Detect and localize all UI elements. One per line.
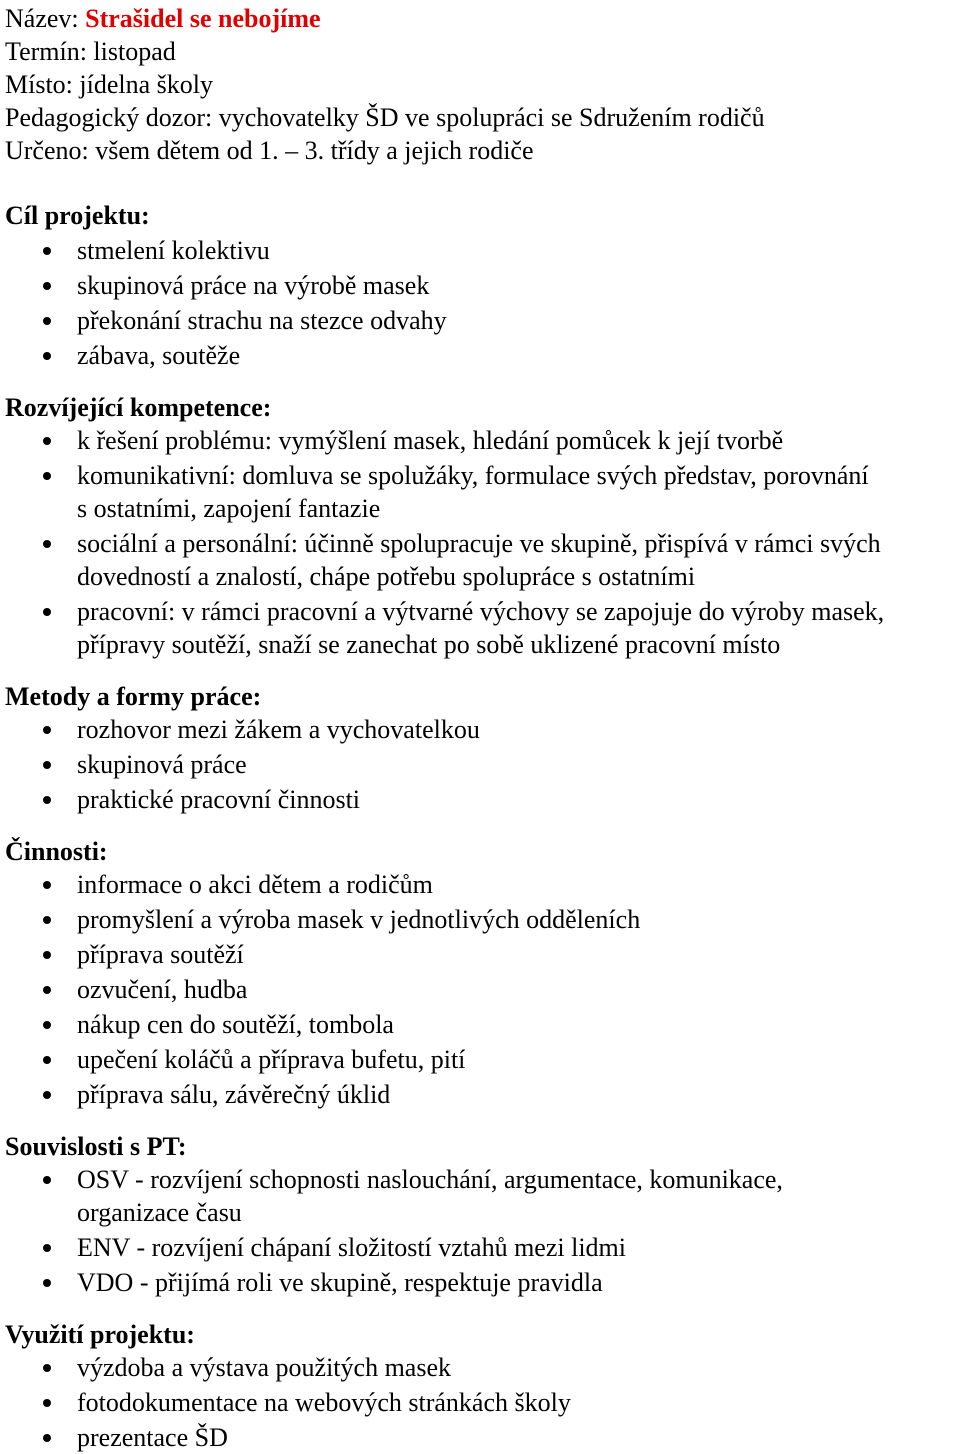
bullet-dot-icon — [43, 1279, 51, 1287]
project-name-label: Název: — [5, 4, 86, 33]
project-title: Strašidel se nebojíme — [85, 4, 321, 33]
list-item: překonání strachu na stezce odvahy — [5, 304, 960, 337]
term-line: Termín: listopad — [5, 37, 176, 66]
bullet-dot-icon — [43, 881, 51, 889]
list-item: příprava soutěží — [5, 938, 960, 971]
list-item: ozvučení, hudba — [5, 973, 960, 1006]
bullet-dot-icon — [43, 540, 51, 548]
list-item: informace o akci dětem a rodičům — [5, 868, 960, 901]
bullet-dot-icon — [43, 761, 51, 769]
bullet-dot-icon — [43, 282, 51, 290]
list-item: k řešení problému: vymýšlení masek, hledání pomůcek k její tvorbě — [5, 424, 960, 457]
list-item: prezentace ŠD — [5, 1421, 960, 1454]
usage-heading: Využití projektu: — [5, 1320, 195, 1349]
bullet-dot-icon — [43, 1021, 51, 1029]
list-item: OSV - rozvíjení schopnosti naslouchání, argumentace, komunikace, organizace času — [5, 1163, 960, 1229]
list-item: příprava sálu, závěrečný úklid — [5, 1078, 960, 1111]
project-name-line — [5, 2, 960, 35]
bullet-dot-icon — [43, 951, 51, 959]
links-heading: Souvislosti s PT: — [5, 1132, 187, 1161]
bullet-dot-icon — [43, 317, 51, 325]
list-item: stmelení kolektivu — [5, 234, 960, 267]
bullet-dot-icon — [43, 437, 51, 445]
bullet-dot-icon — [43, 796, 51, 804]
document-page — [5, 2, 960, 1454]
bullet-dot-icon — [43, 472, 51, 480]
list-item: ENV - rozvíjení chápaní složitostí vztahů mezi lidmi — [5, 1231, 960, 1264]
list-item: komunikativní: domluva se spolužáky, formulace svých představ, porovnání s ostatními, zapojení fantazie — [5, 459, 960, 525]
list-item: fotodokumentace na webových stránkách školy — [5, 1386, 960, 1419]
links-list — [5, 1163, 960, 1299]
list-item: sociální a personální: účinně spolupracuje ve skupině, přispívá v rámci svých dovedností a znalostí, chápe potřebu spolupráce s ostatními — [5, 527, 960, 593]
bullet-dot-icon — [43, 986, 51, 994]
bullet-dot-icon — [43, 916, 51, 924]
goal-heading: Cíl projektu: — [5, 201, 150, 230]
list-item: rozhovor mezi žákem a vychovatelkou — [5, 713, 960, 746]
goal-list — [5, 234, 960, 372]
list-item: pracovní: v rámci pracovní a výtvarné výchovy se zapojuje do výroby masek, přípravy soutěží, snaží se zanechat po sobě uklizené pracovní místo — [5, 595, 960, 661]
list-item: nákup cen do soutěží, tombola — [5, 1008, 960, 1041]
activities-list — [5, 868, 960, 1111]
list-item: zábava, soutěže — [5, 339, 960, 372]
list-item: skupinová práce — [5, 748, 960, 781]
activities-heading: Činnosti: — [5, 837, 108, 866]
list-item: praktické pracovní činnosti — [5, 783, 960, 816]
intended-line: Určeno: všem dětem od 1. – 3. třídy a jejich rodiče — [5, 136, 534, 165]
methods-list — [5, 713, 960, 816]
usage-list — [5, 1351, 960, 1454]
methods-heading: Metody a formy práce: — [5, 682, 262, 711]
bullet-dot-icon — [43, 1176, 51, 1184]
bullet-dot-icon — [43, 1434, 51, 1442]
competences-heading: Rozvíjející kompetence: — [5, 393, 272, 422]
place-line: Místo: jídelna školy — [5, 70, 213, 99]
bullet-dot-icon — [43, 726, 51, 734]
supervision-line: Pedagogický dozor: vychovatelky ŠD ve spolupráci se Sdružením rodičů — [5, 103, 765, 132]
bullet-dot-icon — [43, 352, 51, 360]
bullet-dot-icon — [43, 1364, 51, 1372]
competences-list — [5, 424, 960, 661]
list-item: promyšlení a výroba masek v jednotlivých odděleních — [5, 903, 960, 936]
list-item: upečení koláčů a příprava bufetu, pití — [5, 1043, 960, 1076]
bullet-dot-icon — [43, 1091, 51, 1099]
bullet-dot-icon — [43, 608, 51, 616]
bullet-dot-icon — [43, 1399, 51, 1407]
list-item: výzdoba a výstava použitých masek — [5, 1351, 960, 1384]
bullet-dot-icon — [43, 247, 51, 255]
bullet-dot-icon — [43, 1056, 51, 1064]
list-item: VDO - přijímá roli ve skupině, respektuje pravidla — [5, 1266, 960, 1299]
bullet-dot-icon — [43, 1244, 51, 1252]
list-item: skupinová práce na výrobě masek — [5, 269, 960, 302]
